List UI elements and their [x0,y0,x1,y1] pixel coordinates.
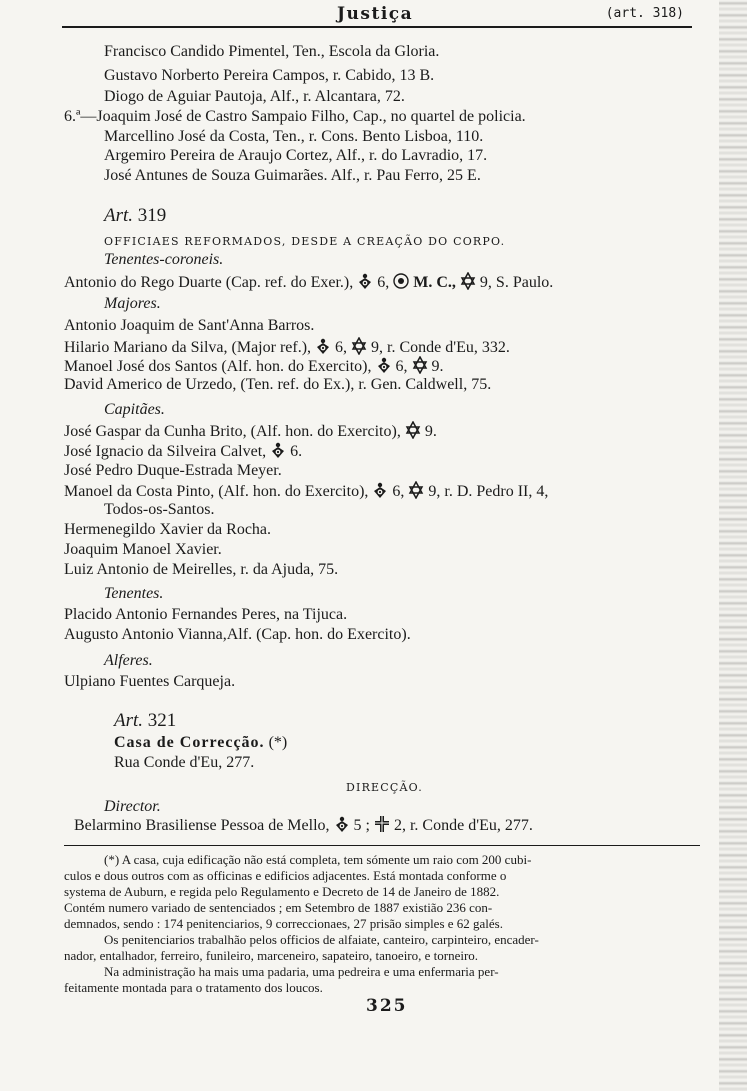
entry-text: 6, [335,339,348,356]
entry-text: Hilario Mariano da Silva, (Major ref.), [64,339,312,356]
section-heading: OFFICIAES REFORMADOS, DESDE A CREAÇÃO DO CORPO. [104,235,506,248]
article-319-heading [104,206,166,226]
entry-line: Luiz Antonio de Meirelles, r. da Ajuda, 75. [64,561,339,578]
entry-line: Diogo de Aguiar Pautoja, Alf., r. Alcantara, 72. [104,88,405,105]
rose-order-icon [270,441,286,459]
entry-line: David Americo de Urzedo, (Ten. ref. do Ex.), r. Gen. Caldwell, 75. [64,376,492,393]
entry-text: 6, [392,483,405,500]
entry-text: 9. [424,423,437,440]
entry-line [64,356,444,377]
rose-order-icon [372,481,388,499]
footnote-line: culos e dous outros com as officinas e edificios adjacentes. Está montada conforme o [64,868,507,883]
footnote-mark: (*) [268,734,288,751]
entry-line: Joaquim Manoel Xavier. [64,541,222,558]
entry-line [64,441,302,462]
article-label: Art. [104,205,134,226]
entry-text: 9, r. D. Pedro II, 4, [428,483,549,500]
entry-text: 2, r. Conde d'Eu, 277. [393,817,533,834]
rank-title: Tenentes-coroneis. [104,251,224,268]
rank-title: Director. [104,798,161,815]
entry-line: Ulpiano Fuentes Carqueja. [64,673,236,690]
entry-text: 6. [290,443,303,460]
star-order-icon [412,356,428,374]
footnote-line: demnados, sendo : 174 penitenciarios, 9 correccionaes, 27 prisão simples e 62 galés. [64,916,503,931]
entry-line: Argemiro Pereira de Araujo Cortez, Alf., r. do Lavradio, 17. [104,147,488,164]
entry-line: Todos-os-Santos. [104,501,215,518]
entry-text: M. C., [413,274,456,291]
rose-order-icon [315,337,331,355]
entry-line [64,481,548,502]
section-heading: DIRECÇÃO. [346,781,423,794]
entry-text: 9. [431,358,444,375]
entry-line: Francisco Candido Pimentel, Ten., Escola da Gloria. [104,43,440,60]
rank-title: Tenentes. [104,585,164,602]
entry-text: José Gaspar da Cunha Brito, (Alf. hon. do Exercito), [64,423,401,440]
running-header [62,2,692,28]
article-number: 319 [137,205,167,226]
footnote-line: nador, entalhador, ferreiro, funileiro, marceneiro, sapateiro, tanoeiro, e torneiro. [64,948,479,963]
entry-text: 5 ; [353,817,370,834]
entry-line [64,272,553,293]
star-order-icon [408,481,424,499]
article-label: Art. [114,710,144,731]
institution-title: Casa de Correcção. [114,734,265,751]
header-rule [62,26,692,28]
entry-text: Manoel da Costa Pinto, (Alf. hon. do Exercito), [64,483,369,500]
entry-line [64,421,437,442]
rose-order-icon [357,272,373,290]
footnote-line: (*) A casa, cuja edificação não está completa, tem sómente um raio com 200 cubi- [104,852,532,867]
footnote-rule [64,845,700,846]
entry-text: 6, [377,274,394,291]
entry-text: 6, [395,358,408,375]
rank-title: Capitães. [104,401,165,418]
entry-text: Manoel José dos Santos (Alf. hon. do Exercito), [64,358,372,375]
entry-text: Belarmino Brasiliense Pessoa de Mello, [74,817,330,834]
article-number: 321 [147,710,177,731]
entry-line [74,815,533,836]
rank-title: Alferes. [104,652,153,669]
cross-order-icon [374,815,390,833]
entry-text: 9, r. Conde d'Eu, 332. [371,339,510,356]
header-article-ref: (art. 318) [605,6,684,21]
entry-line: Placido Antonio Fernandes Peres, na Tijuca. [64,606,348,623]
star-order-icon [405,421,421,439]
entry-line: 6.ª—Joaquim José de Castro Sampaio Filho, Cap., no quartel de policia. [64,108,526,125]
entry-line: Marcellino José da Costa, Ten., r. Cons. Bento Lisboa, 110. [104,128,484,145]
rank-title: Majores. [104,295,161,312]
entry-line: José Pedro Duque-Estrada Meyer. [64,462,282,479]
entry-line: José Antunes de Souza Guimarães. Alf., r. Pau Ferro, 25 E. [104,167,481,184]
footnote-line: feitamente montada para o tratamento dos loucos. [64,980,323,995]
rose-order-icon [376,356,392,374]
entry-text: 9, S. Paulo. [479,274,554,291]
header-title: Justiça [337,4,414,24]
institution-title-line [114,733,287,753]
entry-line: Antonio Joaquim de Sant'Anna Barros. [64,317,315,334]
footnote-line: systema de Auburn, e regida pelo Regulamento e Decreto de 14 de Janeiro de 1882. [64,884,500,899]
star-order-icon [460,272,476,290]
star-order-icon [351,337,367,355]
entry-line [64,337,510,358]
footnote-line: Os penitenciarios trabalhão pelos officios de alfaiate, canteiro, carpinteiro, encader- [104,932,539,947]
institution-address: Rua Conde d'Eu, 277. [114,754,255,771]
entry-text: José Ignacio da Silveira Calvet, [64,443,267,460]
entry-line: Gustavo Norberto Pereira Campos, r. Cabido, 13 B. [104,67,435,84]
entry-line: Hermenegildo Xavier da Rocha. [64,521,272,538]
footnote-line: Na administração ha mais uma padaria, uma pedreira e uma enfermaria per- [104,964,499,979]
medal-circle-icon [393,272,409,290]
article-321-heading [114,711,176,731]
footnote-line: Contém numero variado de sentenciados ; em Setembro de 1887 existião 236 con- [64,900,493,915]
entry-line: Augusto Antonio Vianna,Alf. (Cap. hon. do Exercito). [64,626,411,643]
entry-text: Antonio do Rego Duarte (Cap. ref. do Exer.), [64,274,354,291]
page-number: 325 [366,996,408,1016]
scan-edge-shadow [719,0,747,1091]
rose-order-icon [334,815,350,833]
